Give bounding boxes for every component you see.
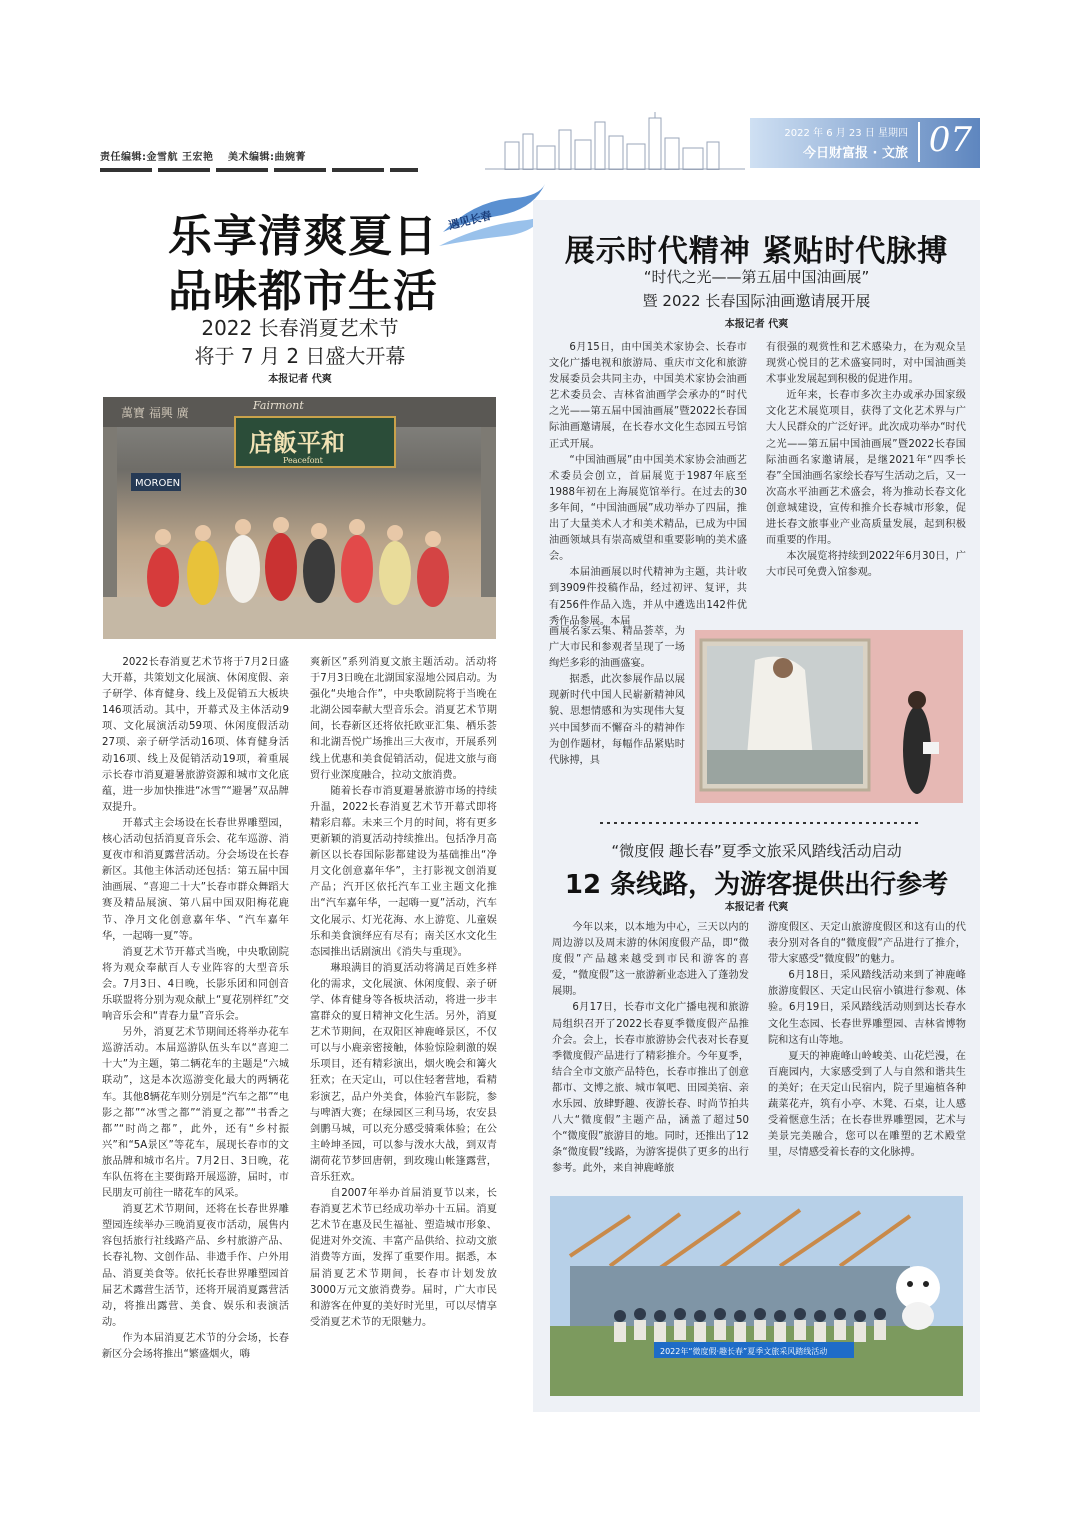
paragraph: 有很强的观赏性和艺术感染力，在为观众呈现赏心悦目的艺术盛宴同时，对中国油画美术事业发展起到积极的促进作用。 (766, 342, 966, 386)
paragraph: 6月15日，由中国美术家协会、长春市文化广播电视和旅游局、重庆市文化和旅游发展委员会共同主办，中国美术家协会油画艺术委员会、吉林省油画学会承办的“时代之光——第五届中国油画展”暨2022长春国际油画邀请展，在长春水文化生态园五号馆正式开展。 (549, 342, 747, 450)
paragraph: 琳琅满目的消夏活动将满足百姓多样化的需求，文化展演、休闲度假、亲子研学、体育健身等各板块活动，将进一步丰富群众的夏日精神文化生活。另外，消夏艺术节期间，在双阳区神鹿峰景区，不仅可以与小鹿亲密接触，体验惊险刺激的娱乐项目，还有精彩演出，烟火晚会和篝火狂欢；在天定山，可以住轻奢营地，看精彩演艺，品户外美食，体验汽车影院，参与啤酒大赛；在绿园区三利马场，农安县剑鹏马城，可以充分感受骑乘体验；在公主岭坤圣园，可以参与泼水大战，到双青湖荷花节梦回唐朝，到玫瑰山帐篷露营，音乐狂欢。 (310, 962, 497, 1183)
right-headline-1: 展示时代精神 紧贴时代脉搏 (564, 234, 949, 269)
left-subheadline-line1: 2022 长春消夏艺术节 (201, 316, 399, 340)
paragraph: “中国油画展”由中国美术家协会油画艺术委员会创立，首届展览于1987年底至1988年初在上海展览馆举行。在过去的30多年间，“中国油画展”成功举办了四届，推出了大量美术人才和美术精品，已成为中国油画领域具有崇高威望和重要影响的美术盛会。 (549, 454, 747, 563)
right-subheadline-2: “微度假 趣长春”夏季文旅采风踏线活动启动 (611, 842, 902, 860)
paragraph: 爽新区”系列消夏文旅主题活动。活动将于7月3日晚在北湖国家湿地公园启动。为强化“央地合作”，中央歌剧院将于当晚在北湖公园奉献大型音乐会。消夏艺术节期间，长春新区还将依托欧亚汇集、栖乐荟和北湖吾悦广场推出三大夜市，开展系列线上优惠和美食促销活动，促进文旅与商贸行业深度融合，拉动文旅消费。 (310, 657, 497, 781)
paragraph: 自2007年举办首届消夏节以来，长春消夏艺术节已经成功举办十五届。消夏艺术节在惠及民生福祉、塑造城市形象、促进对外交流、丰富产品供给、拉动文旅消费等方面，发挥了重要作用。据悉，本届消夏艺术节期间，长春市计划发放3000万元文旅消费券。届时，广大市民和游客在仲夏的美好时光里，可以尽情享受消夏艺术节的无限魅力。 (310, 1188, 497, 1328)
paragraph: 夏天的神鹿峰山岭峻美、山花烂漫，在百鹿园内，大家感受到了人与自然和谐共生的美好；在天定山民宿内，院子里遍植各种蔬菜花卉，筑有小亭、木凳、石桌，让人感受着惬意生活；在长春世界雕塑园，艺术与美景完美融合，您可以在雕塑的艺术殿堂里，尽情感受着长春的文化脉搏。 (768, 1050, 966, 1159)
photo-sub-sign: Peacefont (283, 456, 323, 465)
photo-top-sign: Fairmont (253, 399, 304, 412)
page-header (100, 112, 980, 174)
right-article-2-column-2 (768, 920, 966, 1161)
right-byline-2: 本报记者 代爽 (724, 902, 789, 913)
paragraph: 近年来，长春市多次主办或承办国家级文化艺术展览项目，获得了文化艺术界与广大人民群众的广泛好评。此次成功举办“时代之光——第五届中国油画展”暨2022长春国际油画名家邀请展，是继2021年“四季长春”全国油画名家绘长春写生活动之后，又一次高水平油画艺术盛会，将为推动长春文化创意城建设，宣传和推介长春城市形象，促进长春文旅事业产业高质量发展，起到积极而重要的作用。 (766, 390, 966, 547)
paragraph: 开幕式主会场设在长春世界雕塑园，核心活动包括消夏音乐会、花车巡游、消夏夜市和消夏露营活动。分会场设在长春新区。其他主体活动还包括：第五届中国油画展、“喜迎二十大”长春市群众舞蹈大赛及精品展演、第八届中国双阳梅花鹿节、净月文化创意嘉年华、“汽车嘉年华，一起嗨一夏”等。 (102, 817, 289, 942)
photo-banner-text: 2022年“微度假·趣长春”夏季文旅采风踏线活动 (660, 1347, 828, 1356)
page-number: 07 (928, 120, 972, 160)
paragraph: 消夏艺术节期间，还将在长春世界雕塑园连续举办三晚消夏夜市活动，展售内容包括旅行社线路产品、乡村旅游产品、长春礼物、文创作品、非遗手作、户外用品、消夏美食等。依托长春世界雕塑园首届艺术露营生活节，还将开展消夏露营活动，将推出露营、美食、娱乐和表演活动。 (102, 1204, 289, 1328)
group-tour-photo (550, 1196, 963, 1396)
paragraph: 作为本届消夏艺术节的分会场，长春新区分会场将推出“繁盛烟火，嗨 (102, 1332, 289, 1361)
paragraph: 2022长春消夏艺术节将于7月2日盛大开幕，共策划文化展演、休闲度假、亲子研学、体育健身、线上及促销五大板块146项活动。其中，开幕式及主体活动9项、文化展演活动59项、休闲度假活动27项、亲子研学活动16项、体育健身活动16项、线上及促销活动19项，着重展示长春市消夏避暑旅游资源和城市文化底蕴，进一步加快推进“冰雪”“避暑”双品牌双提升。 (102, 657, 289, 813)
festival-photo (103, 397, 496, 639)
paragraph: 据悉，此次参展作品以展现新时代中国人民崭新精神风貌、思想情感和为实现伟大复兴中国梦而不懈奋斗的精神作为创作题材，每幅作品紧贴时代脉搏，具 (549, 674, 685, 766)
header-rule (100, 168, 418, 172)
issue-date: 2022 年 6 月 23 日 星期四 (784, 128, 908, 139)
paragraph: 另外，消夏艺术节期间还将举办花车巡游活动。本届巡游队伍头车以“喜迎二十大”为主题，第二辆花车的主题是“六城联动”，这是本次巡游变化最大的两辆花车。其他8辆花车则分别是“汽车之都”“电影之都”“冰雪之都”“消夏之都”“书香之都”“时尚之都”，此外，还有“乡村振兴”和“5A景区”等花车，展现长春市的文旅品牌和城市名片。7月2日、3日晚，花车队伍将在主要街路开展巡游，届时，市民朋友可前往一睹花车的风采。 (102, 1027, 289, 1200)
photo-roof-sign: 萬寶 福興 廣 (121, 406, 189, 420)
paper-section-name: 今日财富报 · 文旅 (803, 146, 908, 161)
right-subheadline-1-line2: 暨 2022 长春国际油画邀请展开展 (642, 292, 871, 310)
left-article-column-1 (102, 655, 289, 1363)
paragraph: 6月18日，采风踏线活动来到了神鹿峰旅游度假区、天定山民宿小镇进行参观、体验。6月19日，采风踏线活动则到达长春水文化生态园、长春世界雕塑园、吉林省博物院和这有山等地。 (768, 970, 966, 1046)
paragraph: 画展名家云集、精品荟萃，为广大市民和参观者呈现了一场绚烂多彩的油画盛宴。 (549, 626, 685, 670)
paragraph: 今年以来，以本地为中心，三天以内的周边游以及周末游的休闲度假产品，即“微度假”产品越来越受到市民和游客的喜爱，“微度假”这一旅游新业态进入了蓬勃发展期。 (552, 922, 749, 998)
right-article-1-column-2 (766, 340, 966, 581)
right-byline-1: 本报记者 代爽 (724, 319, 789, 330)
left-byline: 本报记者 代爽 (268, 374, 332, 385)
left-article-column-2 (310, 655, 497, 1331)
left-headline-line1: 乐享清爽夏日 (168, 211, 438, 262)
right-article-1-column-1-cont (549, 624, 685, 769)
dotted-divider (600, 822, 920, 824)
right-headline-2: 12 条线路，为游客提供出行参考 (564, 870, 949, 900)
header-divider (918, 122, 920, 162)
paragraph: 本届油画展以时代精神为主题，共计收到3909件投稿作品，经过初评、复评，共有256件作品入选，并从中遴选出142件优秀作品参展。本届 (549, 567, 747, 627)
right-subheadline-1-line1: “时代之光——第五届中国油画展” (643, 268, 870, 286)
photo-main-sign: 店飯平和 (249, 428, 345, 457)
right-article-1-column-1 (549, 340, 747, 630)
right-article-2-column-1 (552, 920, 749, 1178)
oil-painting-exhibition-photo (695, 630, 963, 803)
left-subheadline-line2: 将于 7 月 2 日盛大开幕 (194, 344, 406, 368)
left-headline-line2: 品味都市生活 (168, 266, 438, 317)
city-skyline-illustration (485, 112, 745, 170)
paragraph: 游度假区、天定山旅游度假区和这有山的代表分别对各自的“微度假”产品进行了推介，带大家感受“微度假”的魅力。 (768, 922, 966, 966)
editors-line: 责任编辑:金雪航 王宏艳 美术编辑:曲婉菁 (100, 152, 306, 163)
ribbon-label: 遇见长春 (447, 208, 494, 233)
paragraph: 6月17日，长春市文化广播电视和旅游局组织召开了2022长春夏季微度假产品推介会。会上，长春市旅游协会代表对长春夏季微度假产品进行了精彩推介。今年夏季，结合全市文旅产品特色，长春市推出了创意都市、文博之旅、城市氧吧、田园美宿、亲水乐园、放肆野趣、夜游长春、时尚节拍共八大“微度假”主题产品，涵盖了超过50个“微度假”旅游目的地。同时，还推出了12条“微度假”线路，为游客提供了更多的出行参考。此外，来自神鹿峰旅 (552, 1002, 749, 1175)
paragraph: 消夏艺术节开幕式当晚，中央歌剧院将为观众奉献百人专业阵容的大型音乐会。7月3日、4日晚，长影乐团和同创音乐联盟将分别为观众献上“夏花别样红”交响音乐会和“青春力量”音乐会。 (102, 946, 289, 1023)
photo-side-sign: MOROEN (135, 478, 181, 489)
paragraph: 本次展览将持续到2022年6月30日，广大市民可免费入馆参观。 (766, 551, 966, 579)
paragraph: 随着长春市消夏避暑旅游市场的持续升温，2022长春消夏艺术节开幕式即将精彩启幕。未来三个月的时间，将有更多更新颖的消夏活动持续推出。包括净月高新区以长春国际影都建设为基础推出“净月文化创意嘉年华”，主打影视文创消夏产品；汽开区依托汽车工业主题文化推出“汽车嘉年华，一起嗨一夏”活动，汽车文化展示、灯光花海、水上游览、儿童娱乐和美食演绎应有尽有；南关区水文化生态园推出话剧演出《消失与重现》。 (310, 785, 497, 958)
